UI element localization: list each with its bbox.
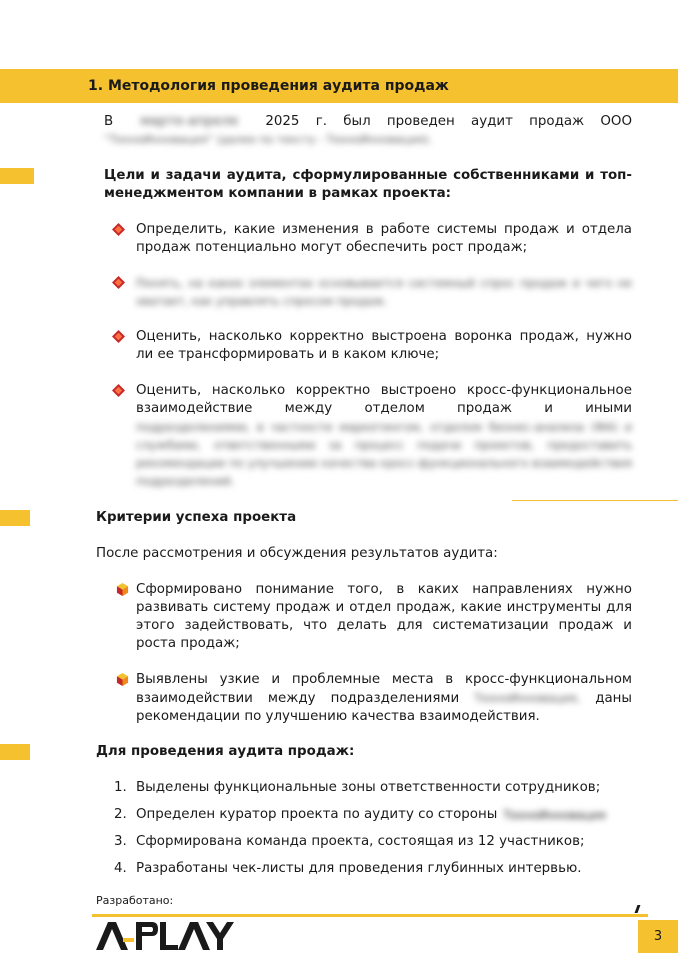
criteria-lead: После рассмотрения и обсуждения результатов аудита: bbox=[96, 546, 498, 561]
criteria-heading: Критерии успеха проекта bbox=[96, 510, 297, 525]
list-item bbox=[114, 779, 600, 797]
criteria-text bbox=[136, 671, 632, 726]
goal-blurred-text: Понять, на каких элементах основывается системный спрос продаж и чего не хватает, как управлять спросом продаж. bbox=[136, 276, 632, 308]
audit-text: Выделены функциональные зоны ответственности сотрудников; bbox=[136, 780, 601, 795]
goal-text: Оценить, насколько корректно выстроено кросс-функциональное взаимодействие между отделом продаж и иными bbox=[136, 383, 632, 416]
side-marker bbox=[0, 510, 30, 526]
goal-text: Определить, какие изменения в работе системы продаж и отдела продаж потенциально могут обеспечить рост продаж; bbox=[136, 222, 632, 255]
red-diamond-bullet-icon bbox=[112, 330, 125, 343]
list-item bbox=[114, 860, 582, 878]
divider-line bbox=[512, 500, 678, 501]
red-diamond-bullet-icon bbox=[112, 276, 125, 289]
item-number: 4. bbox=[114, 861, 127, 876]
audit-text: Определен куратор проекта по аудиту со стороны bbox=[136, 807, 498, 822]
goal-text: Оценить, насколько корректно выстроена воронка продаж, нужно ли ее трансформировать и в каком ключе; bbox=[136, 329, 632, 362]
goals-heading: Цели и задачи аудита, сформулированные собственниками и топ-менеджментом компании в рамках проекта: bbox=[104, 168, 632, 201]
cube-bullet-icon bbox=[116, 673, 129, 686]
red-diamond-bullet-icon bbox=[112, 384, 125, 397]
goal-blurred-text: подразделениями, в частности маркетингом, отделом бизнес-анализа (ФА) и службами, ответственными за процесс подачи проектов, предоставить рекомендации по улучшению качества кросс-функционального взаимодействия подразделений. bbox=[136, 420, 632, 488]
audit-text: Разработаны чек-листы для проведения глубинных интервью. bbox=[136, 861, 582, 876]
criteria-text-before: Выявлены узкие и проблемные места в кросс-функциональном взаимодействии между подразделениями bbox=[136, 672, 632, 706]
list-item bbox=[114, 806, 606, 824]
audit-text: Сформирована команда проекта, состоящая из 12 участников; bbox=[136, 834, 585, 849]
intro-start: В bbox=[104, 114, 114, 129]
red-diamond-bullet-icon bbox=[112, 223, 125, 236]
list-item bbox=[112, 382, 632, 490]
audit-blurred-company: ТехноИнновация bbox=[503, 808, 606, 822]
side-marker bbox=[0, 168, 34, 184]
company-logo bbox=[96, 922, 236, 950]
list-item bbox=[116, 581, 632, 653]
criteria-blurred-company: ТехноИнновация, bbox=[474, 691, 581, 705]
intro-blurred-company: “ТехноИнновация” (далее по тексту - ТехноИнновация). bbox=[104, 133, 433, 146]
audit-heading: Для проведения аудита продаж: bbox=[96, 744, 355, 759]
section-title: Методология проведения аудита продаж bbox=[107, 78, 449, 94]
cube-bullet-icon bbox=[116, 583, 129, 596]
footer-tick-mark bbox=[635, 905, 641, 913]
item-number: 2. bbox=[114, 807, 127, 822]
list-item bbox=[112, 221, 632, 257]
logo-icon bbox=[96, 922, 236, 950]
criteria-text: Сформировано понимание того, в каких направлениях нужно развивать систему продаж и отдел продаж, какие инструменты для этого задействовать, что делать для систематизации продаж и роста продаж; bbox=[136, 582, 632, 651]
section-number: 1. bbox=[88, 78, 104, 94]
page-number-box bbox=[638, 920, 678, 953]
intro-blurred-date: марте-апреле bbox=[140, 114, 239, 129]
list-item bbox=[112, 274, 632, 310]
intro-paragraph bbox=[104, 113, 632, 149]
intro-year-text: 2025 г. был проведен аудит продаж ООО bbox=[265, 114, 632, 129]
item-number: 3. bbox=[114, 834, 127, 849]
page-number: 3 bbox=[653, 929, 663, 944]
item-number: 1. bbox=[114, 780, 127, 795]
side-marker bbox=[0, 744, 30, 760]
list-item bbox=[112, 328, 632, 364]
section-heading bbox=[88, 78, 449, 94]
list-item bbox=[116, 671, 632, 726]
developed-label: Разработано: bbox=[96, 894, 174, 907]
criteria-text-after: даны рекомендации по улучшению качества взаимодействия. bbox=[136, 691, 632, 724]
footer-line bbox=[92, 914, 648, 917]
list-item bbox=[114, 833, 584, 851]
